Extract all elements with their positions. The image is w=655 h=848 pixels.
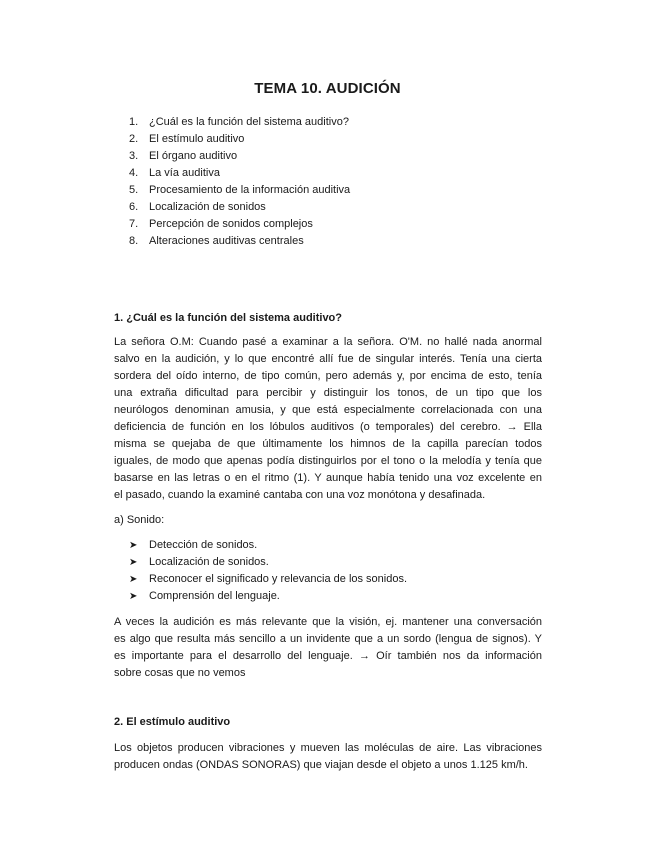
bullet-text: Localización de sonidos. bbox=[149, 556, 269, 568]
toc-item bbox=[129, 199, 350, 216]
bullet-item bbox=[129, 588, 407, 605]
toc-item bbox=[129, 114, 350, 131]
table-of-contents bbox=[129, 114, 350, 250]
function-bullet-list bbox=[129, 537, 407, 605]
toc-number: 2. bbox=[129, 133, 139, 145]
bullet-text: Comprensión del lenguaje. bbox=[149, 590, 280, 602]
bullet-text: Detección de sonidos. bbox=[149, 539, 258, 551]
toc-number: 8. bbox=[129, 235, 139, 247]
paragraph-line: La señora O.M: Cuando pasé a examinar a la señora. O'M. no hallé nada anormal bbox=[114, 336, 542, 348]
vision-paragraph bbox=[114, 614, 542, 682]
toc-number: 3. bbox=[129, 150, 139, 162]
toc-number: 6. bbox=[129, 201, 139, 213]
toc-number: 7. bbox=[129, 218, 139, 230]
sub-label-sonido: a) Sonido: bbox=[114, 514, 165, 526]
toc-text: ¿Cuál es la función del sistema auditivo? bbox=[149, 116, 349, 128]
toc-text: La vía auditiva bbox=[149, 167, 220, 179]
arrow-bullet-icon: ➤ bbox=[129, 591, 138, 602]
arrow-bullet-icon: ➤ bbox=[129, 574, 138, 585]
toc-text: Percepción de sonidos complejos bbox=[149, 218, 313, 230]
bullet-item bbox=[129, 571, 407, 588]
bullet-item bbox=[129, 554, 407, 571]
page-title: TEMA 10. AUDICIÓN bbox=[254, 80, 401, 97]
toc-number: 5. bbox=[129, 184, 139, 196]
paragraph-line: sobre cosas que no vemos bbox=[114, 667, 246, 679]
paragraph-line: Los objetos producen vibraciones y mueven las moléculas de aire. Las vibraciones bbox=[114, 742, 542, 754]
paragraph-line: basarse en las letras o en el ritmo (1). Y aunque había tenido una voz excelente en bbox=[114, 472, 542, 484]
bullet-text: Reconocer el significado y relevancia de los sonidos. bbox=[149, 573, 408, 585]
arrow-bullet-icon: ➤ bbox=[129, 557, 138, 568]
toc-text: Localización de sonidos bbox=[149, 201, 266, 213]
paragraph-line: deficiencia de función en los lóbulos auditivos (o temporales) del cerebro. → Ella bbox=[114, 421, 542, 433]
paragraph-line: el pasado, cuando la examiné cantaba con una voz monótona y desafinada. bbox=[114, 489, 486, 501]
arrow-bullet-icon: ➤ bbox=[129, 540, 138, 551]
bullet-item bbox=[129, 537, 407, 554]
toc-item bbox=[129, 182, 350, 199]
paragraph-line: neurólogos denominan amusia, y que está especialmente correlacionada con una bbox=[114, 404, 542, 416]
toc-text: El órgano auditivo bbox=[149, 150, 238, 162]
toc-item bbox=[129, 216, 350, 233]
paragraph-line: sordera del oído interno, de tipo común, pero además y, por encima de esto, tenía bbox=[114, 370, 542, 382]
paragraph-line: iguales, de modo que apenas podía distinguirlos por el tono o la melodía y tenía que bbox=[114, 455, 542, 467]
paragraph-line: una extraña dificultad para percibir y distinguir los tonos, de un tipo que los bbox=[114, 387, 542, 399]
toc-text: Alteraciones auditivas centrales bbox=[149, 235, 304, 247]
toc-item bbox=[129, 165, 350, 182]
paragraph-line: misma se quejaba de que últimamente los himnos de la capilla parecían todos bbox=[114, 438, 542, 450]
toc-text: El estímulo auditivo bbox=[149, 133, 245, 145]
toc-item bbox=[129, 131, 350, 148]
paragraph-line: A veces la audición es más relevante que la visión, ej. mantener una conversación bbox=[114, 616, 542, 628]
section-1-heading: 1. ¿Cuál es la función del sistema auditivo? bbox=[114, 312, 342, 324]
paragraph-line: es algo que resulta más sencillo a un invidente que a un sordo (lengua de signos). Y bbox=[114, 633, 542, 645]
toc-number: 4. bbox=[129, 167, 139, 179]
paragraph-line: producen ondas (ONDAS SONORAS) que viajan desde el objeto a unos 1.125 km/h. bbox=[114, 759, 528, 771]
toc-item bbox=[129, 233, 350, 250]
case-paragraph bbox=[114, 334, 542, 504]
toc-item bbox=[129, 148, 350, 165]
stimulus-paragraph bbox=[114, 740, 542, 774]
section-2-heading: 2. El estímulo auditivo bbox=[114, 716, 231, 728]
paragraph-line: salvo en la audición, y lo que encontré allí fue de singular interés. Tenía una cierta bbox=[114, 353, 542, 365]
paragraph-line: es importante para el desarrollo del lenguaje. → Oír también nos da información bbox=[114, 650, 542, 662]
toc-text: Procesamiento de la información auditiva bbox=[149, 184, 351, 196]
toc-number: 1. bbox=[129, 116, 139, 128]
